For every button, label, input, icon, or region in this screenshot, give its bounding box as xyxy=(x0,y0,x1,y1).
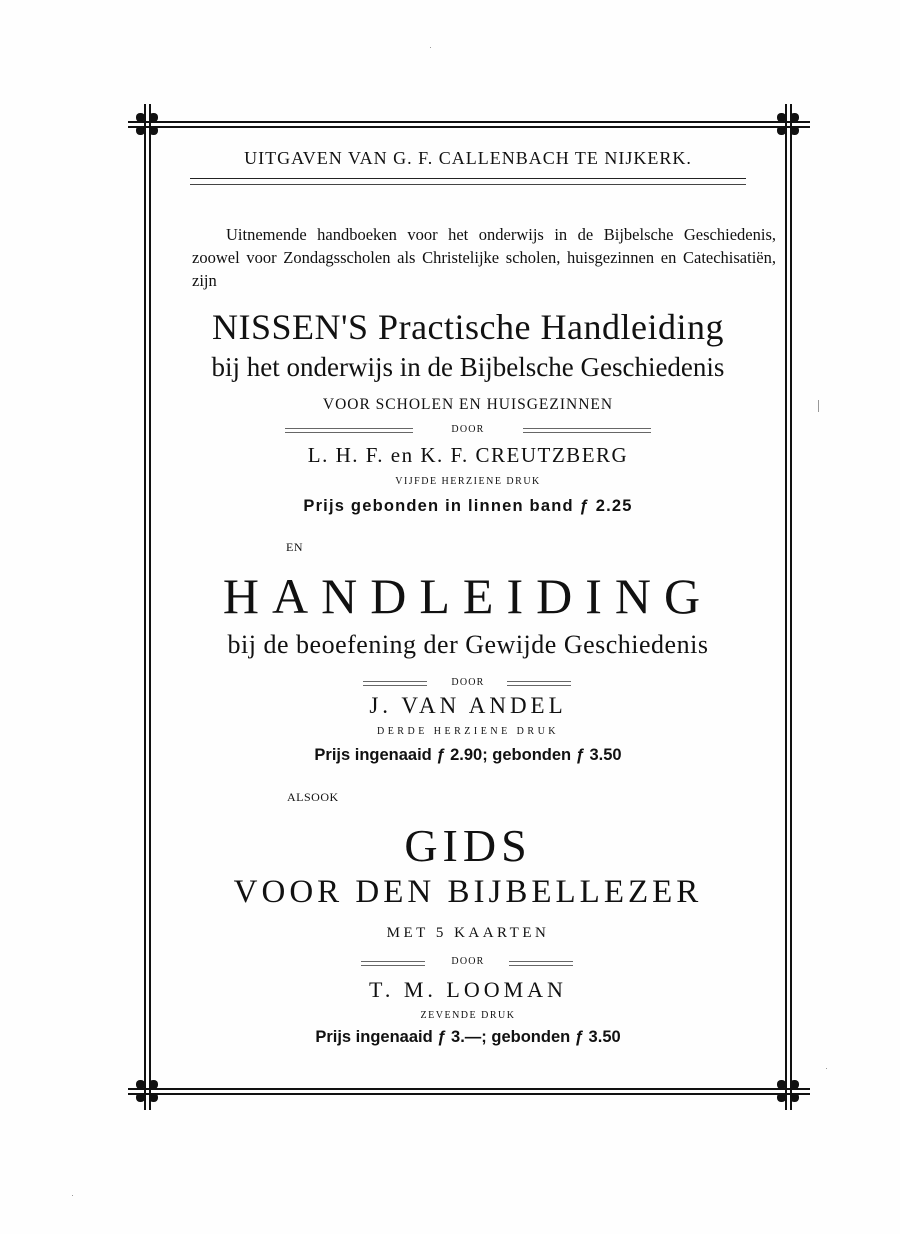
connector-alsook: ALSOOK xyxy=(287,790,339,804)
book3-subtitle: VOOR DEN BIJBELLEZER xyxy=(233,874,703,910)
door-rule-right xyxy=(507,681,571,686)
book2-subtitle: bij de beoefening der Gewijde Geschiedenis xyxy=(227,630,709,659)
frame-left-line-segment xyxy=(149,1070,151,1110)
frame-top-line xyxy=(128,121,810,123)
publisher-heading: UITGAVEN VAN G. F. CALLENBACH TE NIJKERK. xyxy=(244,148,692,168)
intro-paragraph xyxy=(192,223,776,292)
frame-left-line xyxy=(144,104,146,1110)
frame-right-line-segment xyxy=(785,104,787,144)
frame-left-line-segment xyxy=(149,104,151,144)
book3-author: T. M. LOOMAN xyxy=(369,977,567,1002)
book1-author: L. H. F. en K. F. CREUTZBERG xyxy=(307,443,629,467)
frame-bottom-line-segment xyxy=(128,1088,168,1090)
frame-bottom-line xyxy=(128,1088,810,1090)
book1-price: Prijs gebonden in linnen band ƒ 2.25 xyxy=(303,497,633,515)
header-double-rule xyxy=(190,178,746,185)
book1-edition: VIJFDE HERZIENE DRUK xyxy=(395,476,541,487)
door-rule-right xyxy=(509,961,573,966)
frame-right-line-inner xyxy=(790,104,792,1110)
book3-maps-note: MET 5 KAARTEN xyxy=(386,925,550,941)
scan-speck xyxy=(72,1195,73,1196)
frame-right-line-segment xyxy=(790,104,792,144)
book1-by-label: DOOR xyxy=(451,424,485,435)
book2-price: Prijs ingenaaid ƒ 2.90; gebonden ƒ 3.50 xyxy=(314,746,622,764)
door-rule-right xyxy=(523,428,651,433)
frame-bottom-line-segment xyxy=(770,1093,810,1095)
frame-right-line-segment xyxy=(790,1070,792,1110)
frame-left-line-segment xyxy=(144,1070,146,1110)
frame-top-line-segment xyxy=(128,121,168,123)
book2-by-label: DOOR xyxy=(451,677,485,688)
book3-price: Prijs ingenaaid ƒ 3.—; gebonden ƒ 3.50 xyxy=(315,1028,621,1046)
frame-bottom-line-segment xyxy=(770,1088,810,1090)
book2-title: HANDLEIDING xyxy=(222,568,714,624)
frame-top-line-segment xyxy=(770,121,810,123)
book1-audience: VOOR SCHOLEN EN HUISGEZINNEN xyxy=(322,396,614,413)
scan-speck xyxy=(430,47,431,48)
frame-top-line-segment xyxy=(770,126,810,128)
connector-en: EN xyxy=(286,540,303,554)
book3-edition: ZEVENDE DRUK xyxy=(420,1010,516,1021)
book1-title: NISSEN'S Practische Handleiding xyxy=(212,307,724,347)
frame-bottom-line-inner xyxy=(128,1093,810,1095)
book1-subtitle: bij het onderwijs in de Bijbelsche Geschiedenis xyxy=(211,352,725,382)
frame-top-line-inner xyxy=(128,126,810,128)
book2-author: J. VAN ANDEL xyxy=(369,693,567,718)
frame-bottom-line-segment xyxy=(128,1093,168,1095)
book2-edition: DERDE HERZIENE DRUK xyxy=(376,726,560,737)
scan-speck xyxy=(818,400,819,412)
scan-speck xyxy=(826,1068,827,1069)
frame-left-line-segment xyxy=(144,104,146,144)
intro-text: Uitnemende handboeken voor het onderwijs in de Bijbelsche Geschiedenis, zoowel voor Zondagsscholen als Christelijke scholen, huisgezinnen en Catechisatiën, zijn xyxy=(192,225,776,290)
book3-by-label: DOOR xyxy=(451,956,485,967)
book3-title: GIDS xyxy=(404,820,532,871)
frame-right-line-segment xyxy=(785,1070,787,1110)
frame-top-line-segment xyxy=(128,126,168,128)
